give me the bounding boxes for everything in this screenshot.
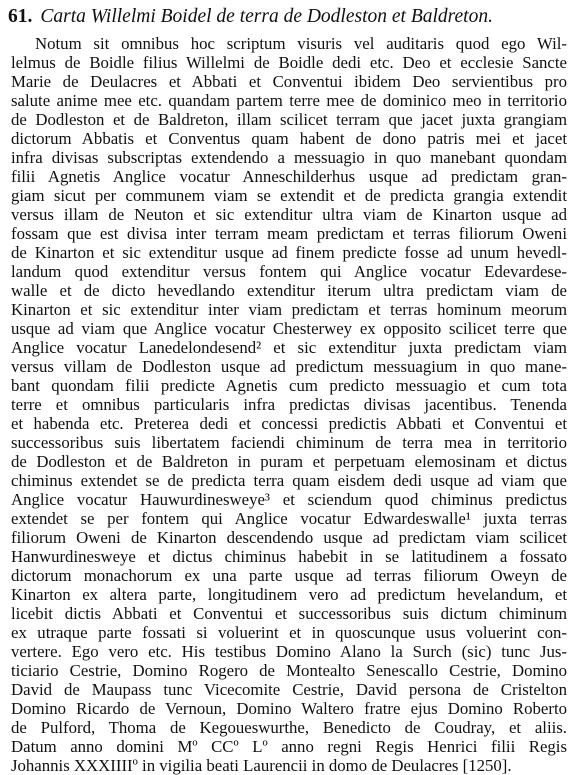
text-line: lelmus de Boidle filius Willelmi de Boidle dedi etc. Deo et ecclesie Sancte (11, 53, 567, 72)
text-line: Domino Ricardo de Vernoun, Domino Waltero fratre ejus Domino Roberto (11, 699, 567, 718)
text-line: walle et de dicto hevedlando extenditur iterum ultra predictam viam de (11, 281, 567, 300)
text-line: de Dodleston et de Baldreton, illam scilicet terram que jacet juxta grangiam (11, 110, 567, 129)
text-line: dictorum Abbatis et Conventus quam habent de dono patris mei et jacet (11, 129, 567, 148)
text-line: Kinarton et sic extenditur inter viam predictam et terras hominum meorum (11, 300, 567, 319)
charter-title: Carta Willelmi Boidel de terra de Dodleston et Baldreton. (40, 6, 493, 27)
text-line: ex utraque parte fossati si voluerint et in quoscunque usus voluerint con- (11, 623, 567, 642)
charter-text (11, 34, 567, 775)
text-line: successoribus suis libertatem faciendi chiminum de terra mea in territorio (11, 433, 567, 452)
text-line: vertere. Ego vero etc. His testibus Domino Alano la Surch (sic) tunc Jus- (11, 642, 567, 661)
text-line: Anglice vocatur Lanedelondesend² et sic extenditur juxta predictam viam (11, 338, 567, 357)
text-line: Kinarton ex altera parte, longitudinem vero ad predictum hevelandum, et (11, 585, 567, 604)
text-line: filiorum Oweni de Kinarton descendendo usque ad predictam viam scilicet (11, 528, 567, 547)
text-line: Johannis XXXIIIIº in vigilia beati Laurencii in domo de Deulacres [1250]. (11, 756, 512, 775)
text-line: landum quod extenditur versus fontem qui Anglice vocatur Edevardese- (11, 262, 567, 281)
text-line: et habenda etc. Preterea dedi et concessi predictis Abbati et Conventui et (11, 414, 567, 433)
text-line: fossam que est divisa inter terram meam predictam et terras filiorum Oweni (11, 224, 567, 243)
text-line: versus illam de Neuton et sic extenditur ultra viam de Kinarton usque ad (11, 205, 567, 224)
text-line: bant quondam filii predicte Agnetis cum predicto messuagio et cum tota (11, 376, 567, 395)
text-line: filii Agnetis Anglice vocatur Anneschilderhus usque ad predictam gran- (11, 167, 567, 186)
text-line: dictorum monachorum ex una parte usque ad terras filiorum Oweyn de (11, 566, 567, 585)
text-line: extendet se per fontem qui Anglice vocatur Edwardeswalle¹ juxta terras (11, 509, 567, 528)
charter-number: 61. (8, 6, 33, 27)
text-line: Hanwurdinesweye et dictus chiminus habebit in se latitudinem a fossato (11, 547, 567, 566)
text-line: versus villam de Dodleston usque ad predictum messuagium in quo mane- (11, 357, 567, 376)
text-line: usque ad viam que Anglice vocatur Chesterwey ex opposito scilicet terre que (11, 319, 567, 338)
text-line: ticiario Cestrie, Domino Rogero de Montealto Senescallo Cestrie, Domino (11, 661, 567, 680)
text-line: Notum sit omnibus hoc scriptum visuris vel auditaris quod ego Wil- (35, 34, 567, 53)
charter-heading (8, 2, 568, 32)
text-line: terre et omnibus particularis infra predictas divisas jacentibus. Tenenda (11, 395, 567, 414)
text-line: licebit dictis Abbati et Conventui et successoribus suis dictum chiminum (11, 604, 567, 623)
text-line: salute anime mee etc. quandam partem terre mee de dominico meo in territorio (11, 91, 567, 110)
text-line: Anglice vocatur Hauwurdinesweye³ et sciendum quod chiminus predictus (11, 490, 567, 509)
text-line: infra divisas subscriptas extendendo a messuagio in quo manebant quondam (11, 148, 567, 167)
text-line: Marie de Deulacres et Abbati et Conventui ibidem Deo servientibus pro (11, 72, 567, 91)
text-line: de Kinarton et sic extenditur usque ad finem predicte fosse ad unum hevedl- (11, 243, 567, 262)
text-line: chiminus extendet se de predicta terra quam eisdem dedi usque ad viam que (11, 471, 567, 490)
text-line: David de Maupass tunc Vicecomite Cestrie, David persona de Cristelton (11, 680, 567, 699)
text-line: de Dodleston et de Baldreton in puram et perpetuam elemosinam et dictus (11, 452, 567, 471)
text-line: de Pulford, Thoma de Kegoueswurthe, Benedicto de Coudray, et aliis. (11, 718, 567, 737)
text-line: Datum anno domini Mº CCº Lº anno regni Regis Henrici filii Regis (11, 737, 567, 756)
text-line: giam sicut per communem viam se extendit et de predicta grangia extendit (11, 186, 567, 205)
